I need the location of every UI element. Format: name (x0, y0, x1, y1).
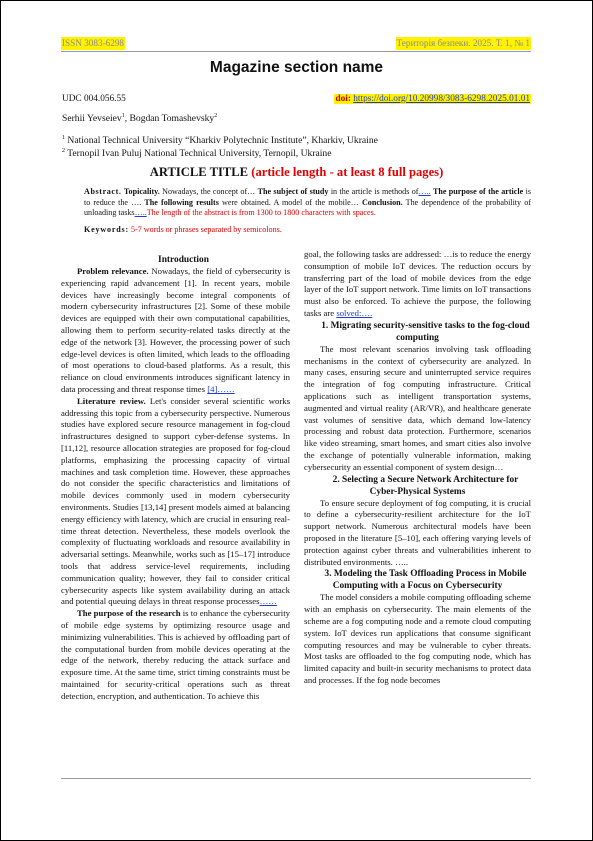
author-2-sup: 2 (214, 113, 218, 119)
header-rule (61, 51, 531, 52)
doi-link[interactable]: https://doi.org/10.20998/3083-6298.2025.01.01 (353, 94, 530, 104)
goal-text: goal, the following tasks are addressed: …is to reduce the energy consumption of mobile IoT devices. The reduction occurs by transferring part of the load of mobile devices from the edge layer of the IoT support network. Time limits on IoT transactions must also be enforced. To achieve the purpose, the following tasks are (304, 249, 531, 318)
footer-rule (61, 778, 531, 779)
author-1: Serhii Yevseiev (62, 113, 122, 125)
affiliation-2-sup: 2 (62, 148, 65, 154)
paragraph-goal (304, 249, 531, 320)
affiliation-2-text: Ternopil Ivan Puluj National Technical University, Ternopil, Ukraine (67, 148, 332, 160)
conclusion-text: The dependence of the probability of unloading tasks (84, 197, 531, 218)
article-title (0, 165, 593, 180)
problem-relevance-text: Nowadays, the field of cybersecurity is experiencing rapid advancement [1]. In recent years, mobile devices have increasingly become integral components of modern cybersecurity infrastructures [2]. Some of these mobile devices are equipped with their own computational capabilities, allowing them to perform security-related tasks directly at the edge of the network [3]. However, the processing power of such edge-level devices is often limited, which leads to the offloading of most operations to cloud-based platforms. As a result, this reliance on cloud environments introduces significant latency in data processing and threat response times (61, 266, 291, 394)
abstract-dots-2: ….. (134, 208, 147, 218)
subject-label: The subject of study (257, 187, 329, 196)
keywords (84, 225, 282, 234)
issn-label: ISSN 3083-6298 (62, 38, 125, 48)
keywords-label: Keywords: (84, 225, 129, 234)
abstract-length-note: The length of the abstract is from 1300 to 1800 characters with spaces. (146, 208, 376, 218)
abstract (84, 187, 531, 219)
abstract-dots-1: ….. (418, 187, 431, 196)
affiliation-1-text: National Technical University “Kharkiv Polytechnic Institute”, Kharkiv, Ukraine (67, 135, 378, 147)
doi-label: doi: (335, 94, 351, 104)
literature-review-text: Let's consider several scientific works addressing this topic from a cybersecurity perspective. Numerous studies have explored secure resource management in fog-cloud infrastructures designed to support cyber-defense systems. In [11,12], resource allocation strategies are proposed for fog-cloud platforms, emphasizing the processing capacity of virtual machines and task completion time. However, these approaches do not consider the specific characteristics and limitations of mobile devices commonly used in modern cybersecurity environments. Studies [13,14] present models aimed at balancing energy efficiency with latency, which are crucial in ensuring real-time threat detection. Nevertheless, these models overlook the complexity of fluctuating workloads and resource availability in adversarial settings. Meanwhile, works such as [15–17] introduce tools that address service-level requirements, including communication quality; however, they fail to consider critical cybersecurity aspects like system availability during an attack and potential queuing delays in threat response processes (61, 395, 290, 607)
journal-reference: Територія безпеки. 2025. Т. 1, № 1 (396, 38, 530, 48)
keywords-text: 5-7 words or phrases separated by semicolons. (131, 225, 282, 234)
goal-dots: solved:…. (336, 307, 373, 318)
author-2: Bogdan Tomashevsky (129, 113, 215, 125)
article-title-main: ARTICLE TITLE (149, 165, 249, 179)
purpose-text: is to reduce the …. (84, 187, 531, 207)
purpose-label-2: article (501, 187, 524, 196)
purpose-research-label: The purpose of the research (77, 608, 181, 619)
section-1-heading: 1. Migrating security-sensitive tasks to the fog-cloud computing (321, 320, 530, 343)
article-length-note: (article length - at least 8 full pages) (251, 165, 444, 179)
paragraph-purpose (61, 608, 290, 702)
paragraph-problem-relevance (61, 266, 290, 396)
section-1-text: The most relevant scenarios involving task offloading mechanisms in the context of cybersecurity are analyzed. In many cases, ensuring secure and uninterrupted service requires the integration of fog computing infrastructure. Critical applications such as intelligent transportation systems, augmented and virtual reality (AR/VR), and healthcare generate vast volumes of sensitive data, which demand low-latency processing and robust data protection. Furthermore, scenarios like video streaming, smart homes, and smart cities also involve the exchange of potentially vulnerable information, making cybersecurity an essential component of system design… (304, 343, 531, 472)
problem-relevance-label: Problem relevance. (77, 266, 149, 276)
citation-link: [4]…… (207, 383, 235, 394)
paragraph-literature-review (61, 396, 290, 608)
right-column (304, 249, 531, 687)
magazine-section-name: Magazine section name (209, 59, 384, 76)
author-1-sup: 1 (121, 113, 125, 119)
literature-dots: …… (259, 596, 277, 607)
literature-review-label: Literature review. (77, 395, 146, 406)
topicality-label: Topicality. (123, 187, 160, 196)
purpose-research-text: is to enhance the cybersecurity of mobile edge systems by optimizing resource usage and minimizing vulnerabilities. This is achieved by offloading part of the computational burden from mobile devices operating at the edge of the network, thereby reducing the attack surface and exposure time. At the same time, strict timing constraints must be maintained for security-critical operations such as threat detection, encryption, and authentication. To achieve this (61, 608, 290, 701)
affiliation-1-sup: 1 (62, 135, 65, 141)
abstract-label: Abstract. (84, 187, 122, 196)
doi-line (334, 94, 531, 104)
results-label: The following results (144, 197, 219, 207)
topicality-text: Nowadays, the concept of… (162, 187, 256, 196)
purpose-label: The purpose of the (432, 187, 499, 196)
authors (62, 113, 217, 124)
affiliation-2 (62, 148, 331, 159)
section-3-heading: 3. Modeling the Task Offloading Process in Mobile Computing with a Focus on Cybersecurity (324, 569, 527, 592)
section-2-heading: 2. Selecting a Secure Network Architecture for Cyber-Physical Systems (332, 474, 519, 497)
introduction-heading: Introduction (158, 255, 209, 265)
affiliation-1 (62, 135, 378, 146)
section-3-text: The model considers a mobile computing offloading scheme with an emphasis on cybersecurity. The main elements of the scheme are a fog computing node and a remote cloud computing system. IoT devices run applications that consume significant computing resources and may be vulnerable to cyber threats. Most tasks are offloaded to the fog computing node, which has limited capacity and built-in security mechanisms to protect data and processes. If the fog node becomes (304, 592, 531, 685)
subject-text: in the article is methods of (330, 187, 419, 196)
udc-code: UDC 004.056.55 (62, 94, 126, 104)
author-separator: , (124, 113, 130, 125)
left-column (61, 254, 290, 702)
section-2-text: To ensure secure deployment of fog computing, it is crucial to define a cybersecurity-resilient architecture for the IoT support network. Numerous architectural models have been proposed in the literature [5–10], each offering varying levels of protection against cyber threats and vulnerabilities inherent to distributed environments. ….. (304, 497, 531, 567)
results-text: were obtained. A model of the mobile… (222, 197, 362, 207)
conclusion-label: Conclusion. (361, 197, 403, 207)
